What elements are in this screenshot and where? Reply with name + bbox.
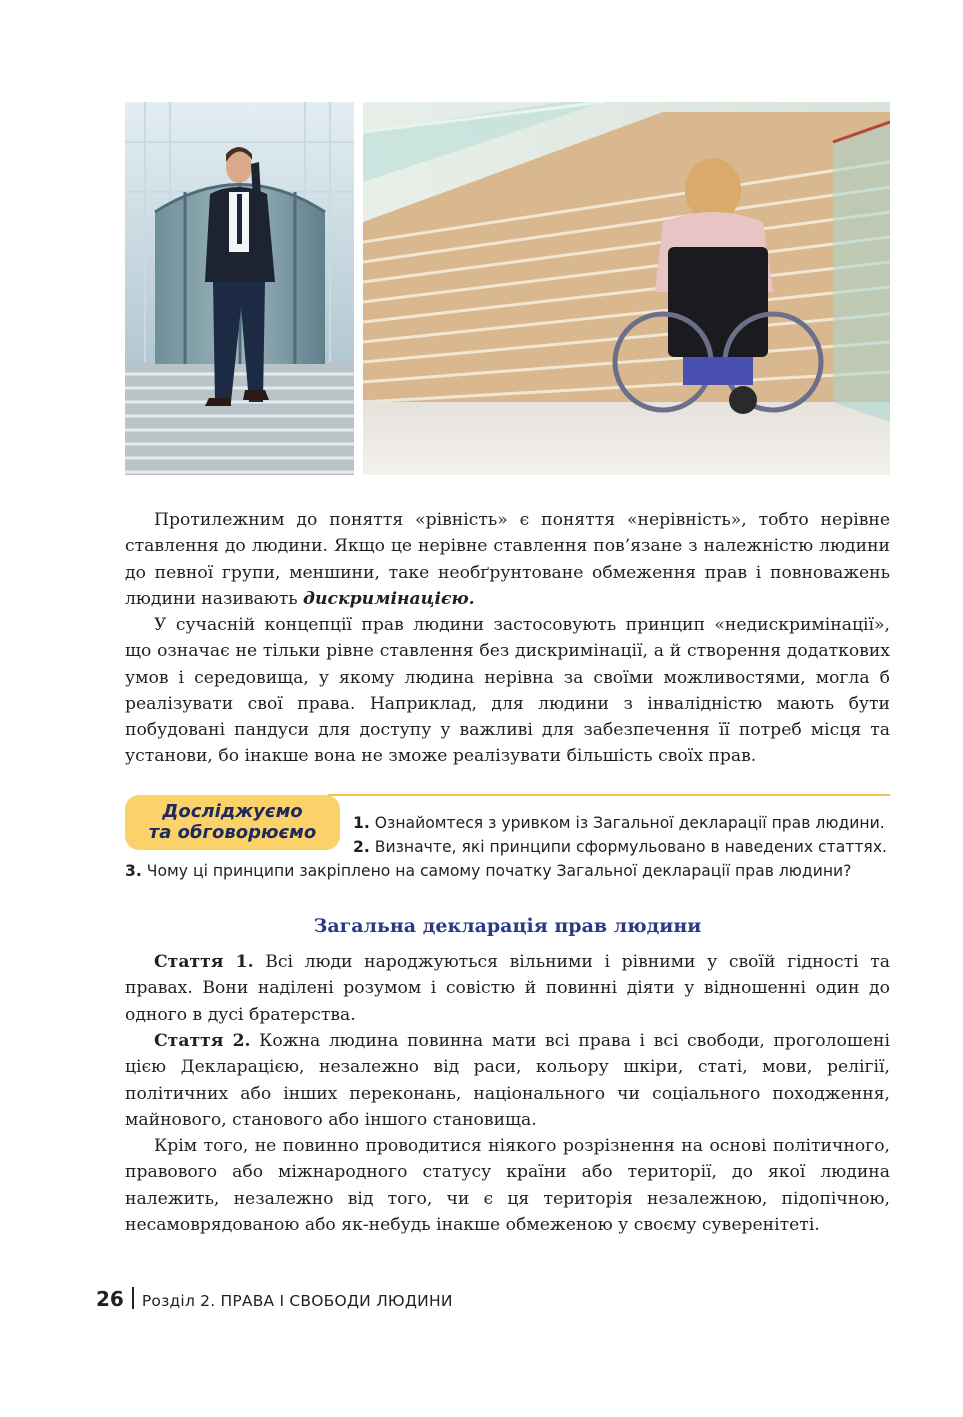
- question-2-text: Визначте, які принципи сформульовано в наведених статтях.: [374, 838, 887, 856]
- question-2: [353, 837, 887, 857]
- discussion-badge: [125, 795, 340, 850]
- question-2-number: 2.: [353, 838, 370, 856]
- article-1-text: Всі люди народжуються вільними і рівними у своїй гідності та правах. Вони наділені розумом і совістю й повинні діяти у відношенні один до одного в дусі братерства.: [125, 952, 891, 1025]
- article-2-text: Кожна людина повинна мати всі права і всі свободи, проголошені цією Декларацією, незалежно від раси, кольору шкіри, статі, мови, релігії, політичних або інших переконань, національного чи соціального походження, майнового, станового або іншого становища.: [125, 1031, 891, 1130]
- article-2: [125, 1028, 890, 1133]
- page-number: 26: [96, 1287, 124, 1311]
- photo-wheelchair-stairs: [363, 102, 890, 475]
- footer-separator: [132, 1287, 134, 1309]
- question-1-number: 1.: [353, 814, 370, 832]
- paragraph-inequality: [125, 507, 890, 612]
- discussion-divider-line: [328, 794, 890, 796]
- section-title: Розділ 2. ПРАВА І СВОБОДИ ЛЮДИНИ: [141, 1292, 453, 1310]
- article-1-label: Стаття 1.: [154, 952, 254, 972]
- paragraph-non-discrimination: У сучасній концепції прав людини застосовують принцип «недискримінації», що означає не тільки рівне ставлення без дискримінації, а й створення додаткових умов і середовища, у якому людина нерівна за своїми можливостями, могла б реалізувати свої права. Наприклад, для людини з інвалідністю мають бути побудовані пандуси для доступу у важливі для забезпечення її потреб місця та установи, бо інакше вона не зможе реалізувати більшість своїх прав.: [125, 615, 890, 767]
- declaration-heading: Загальна декларація прав людини: [313, 915, 702, 937]
- page-footer: [96, 1287, 453, 1311]
- article-2-continuation: Крім того, не повинно проводитися ніякого розрізнення на основі політичного, правового або міжнародного статусу країни або території, до якої людина належить, незалежно від того, чи є ця територія незалежною, підопічною, несамоврядованою або як-небудь інакше обмеженою у своєму суверенітеті.: [125, 1136, 890, 1235]
- discussion-badge-line2: та обговорюємо: [148, 822, 317, 843]
- question-1: [353, 813, 885, 833]
- article-2-label: Стаття 2.: [154, 1031, 251, 1051]
- question-3-text: Чому ці принципи закріплено на самому початку Загальної декларації прав людини?: [146, 862, 852, 880]
- term-discrimination: дискримінацією.: [303, 588, 475, 609]
- paragraph-inequality-text: Протилежним до поняття «рівність» є поняття «нерівність», тобто нерівне ставлення до людини. Якщо це нерівне ставлення пов’язане з належністю людини до певної групи, меншини, таке необґрунтоване обмеження прав і повноважень людини називають: [125, 510, 890, 609]
- question-3-number: 3.: [125, 862, 142, 880]
- article-1: [125, 949, 890, 1028]
- question-3: [125, 861, 851, 881]
- photo-man-leaving-building: [125, 102, 354, 475]
- discussion-badge-line1: Досліджуємо: [162, 801, 303, 822]
- question-1-text: Ознайомтеся з уривком із Загальної декларації прав людини.: [374, 814, 885, 832]
